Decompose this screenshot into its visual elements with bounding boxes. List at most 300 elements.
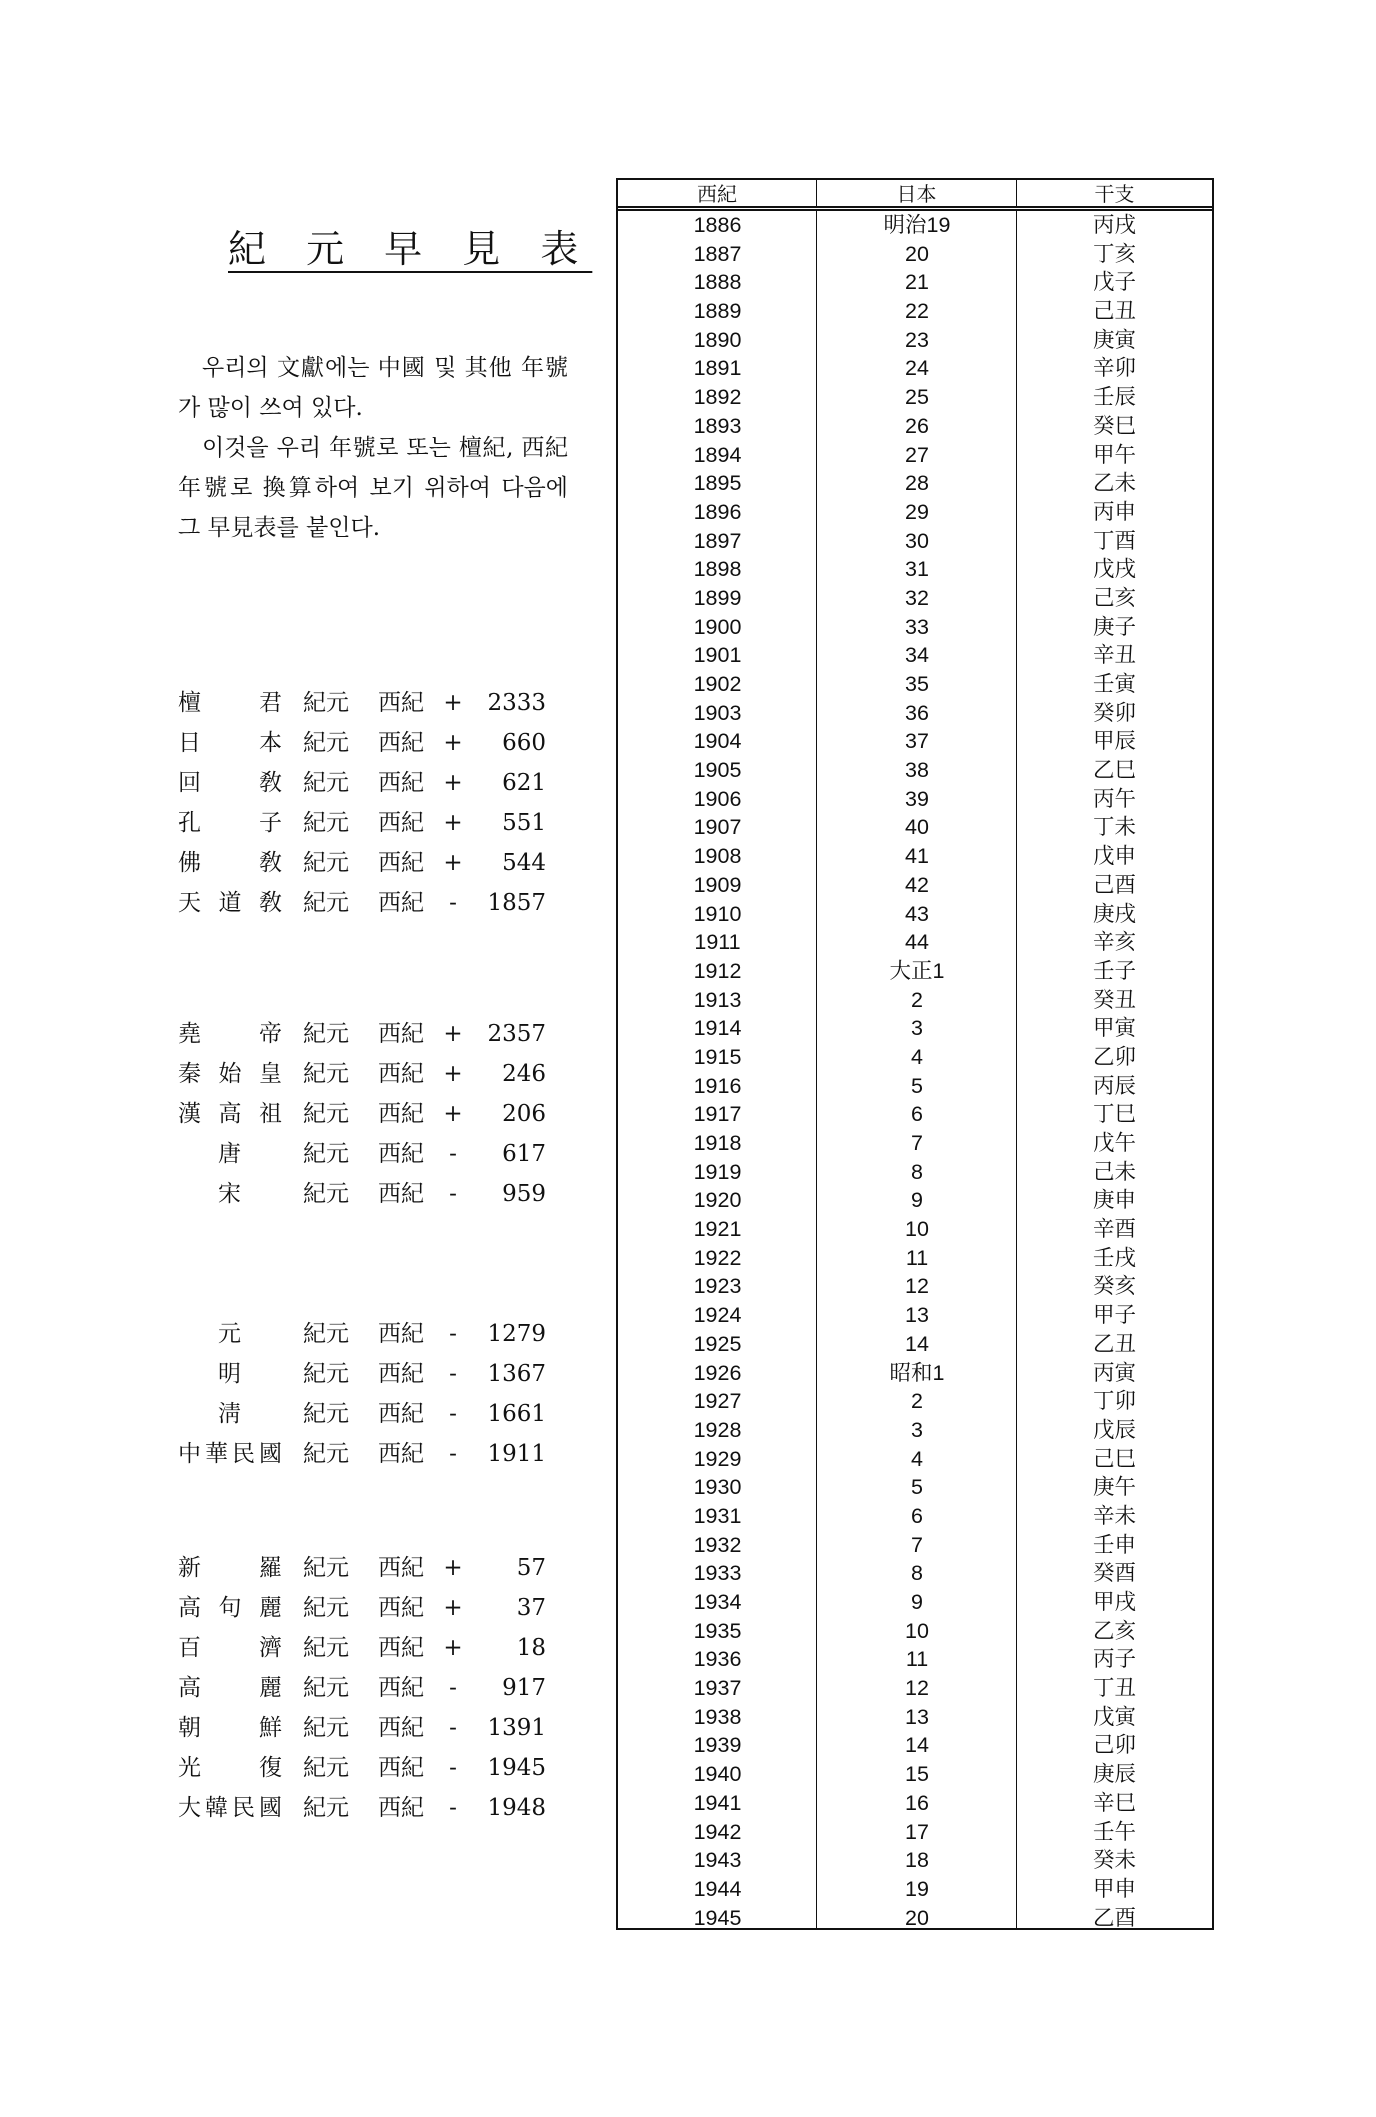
- cell-ganji: 丙午: [1092, 786, 1136, 811]
- cell-ganji: 甲寅: [1092, 1016, 1136, 1041]
- era-seiki: 西紀: [378, 1061, 424, 1087]
- table-row: [618, 1875, 1212, 1904]
- era-name: 光復: [178, 1755, 282, 1781]
- era-operator: +: [443, 1595, 463, 1621]
- era-kigen: 紀元: [303, 1141, 349, 1167]
- cell-nihon: 27: [905, 442, 929, 467]
- cell-nihon: 42: [905, 872, 929, 897]
- cell-nihon: 23: [905, 327, 929, 352]
- table-row: [618, 613, 1212, 642]
- cell-seiki: 1920: [693, 1188, 742, 1213]
- table-row: [618, 1818, 1212, 1847]
- cell-nihon: 28: [905, 471, 929, 496]
- era-operator: +: [443, 810, 463, 836]
- table-row: [618, 268, 1212, 297]
- cell-ganji: 丙辰: [1092, 1073, 1136, 1098]
- era-name: 高句麗: [178, 1595, 282, 1621]
- cell-ganji: 己亥: [1092, 585, 1136, 610]
- era-operator: -: [449, 1361, 457, 1387]
- table-row: [618, 1645, 1212, 1674]
- era-offset: 621: [502, 770, 546, 796]
- table-row: [618, 1531, 1212, 1560]
- era-name: 日本: [178, 730, 282, 756]
- cell-seiki: 1904: [693, 729, 742, 754]
- era-offset: 1661: [487, 1401, 546, 1427]
- era-group: [178, 1548, 578, 1828]
- era-offset: 551: [502, 810, 546, 836]
- cell-seiki: 1909: [693, 872, 742, 897]
- table-row: [618, 1559, 1212, 1588]
- table-row: [618, 1846, 1212, 1875]
- cell-ganji: 己巳: [1092, 1446, 1136, 1471]
- cell-ganji: 壬午: [1092, 1819, 1136, 1844]
- era-seiki: 西紀: [378, 1635, 424, 1661]
- cell-nihon: 17: [905, 1819, 929, 1844]
- era-seiki: 西紀: [378, 1181, 424, 1207]
- cell-seiki: 1891: [693, 356, 742, 381]
- era-name: 明: [218, 1361, 241, 1387]
- era-offset: 1857: [487, 890, 546, 916]
- era-offset: 917: [502, 1675, 546, 1701]
- header-nihon: 日本: [817, 180, 1017, 206]
- cell-ganji: 乙亥: [1092, 1618, 1136, 1643]
- cell-ganji: 甲戌: [1092, 1590, 1136, 1614]
- cell-nihon: 20: [905, 241, 929, 266]
- cell-seiki: 1903: [693, 700, 742, 725]
- cell-nihon: 26: [905, 413, 929, 438]
- era-seiki: 西紀: [378, 1441, 424, 1467]
- cell-nihon: 5: [911, 1073, 923, 1098]
- cell-ganji: 己丑: [1092, 299, 1136, 324]
- cell-seiki: 1927: [693, 1389, 742, 1414]
- cell-seiki: 1916: [693, 1073, 742, 1098]
- era-operator: +: [443, 690, 463, 716]
- cell-nihon: 2: [911, 1389, 923, 1414]
- era-group: [178, 1014, 578, 1214]
- table-row: [618, 1330, 1212, 1359]
- era-row: [178, 1134, 578, 1174]
- era-offset: 2357: [487, 1021, 546, 1047]
- era-offset: 206: [502, 1101, 546, 1127]
- cell-seiki: 1887: [693, 241, 742, 266]
- cell-ganji: 壬申: [1092, 1532, 1136, 1557]
- era-offset: 617: [502, 1141, 546, 1167]
- era-name: 淸: [218, 1401, 241, 1427]
- table-row: [618, 1359, 1212, 1388]
- era-group: [178, 1314, 578, 1474]
- cell-ganji: 辛卯: [1092, 356, 1136, 381]
- cell-ganji: 己未: [1092, 1159, 1136, 1184]
- table-row: [618, 584, 1212, 613]
- header-ganji: 干支: [1094, 184, 1135, 206]
- cell-nihon: 9: [911, 1188, 923, 1213]
- era-row: [178, 1668, 578, 1708]
- era-seiki: 西紀: [378, 1021, 424, 1047]
- cell-ganji: 乙酉: [1092, 1905, 1136, 1930]
- era-operator: -: [449, 1755, 457, 1781]
- era-operator: +: [443, 1021, 463, 1047]
- era-row: [178, 1314, 578, 1354]
- era-operator: +: [443, 770, 463, 796]
- cell-nihon: 11: [905, 1647, 929, 1672]
- era-offset: 18: [516, 1635, 546, 1661]
- era-offset: 1279: [487, 1321, 546, 1347]
- era-seiki: 西紀: [378, 1715, 424, 1741]
- cell-nihon: 10: [905, 1618, 929, 1643]
- intro-paragraph: 우리의 文獻에는 中國 및 其他 年號가 많이 쓰여 있다.: [178, 355, 568, 421]
- era-operator: +: [443, 1555, 463, 1581]
- cell-ganji: 辛酉: [1092, 1217, 1136, 1242]
- cell-nihon: 10: [905, 1217, 929, 1242]
- column-divider: [816, 211, 817, 1928]
- cell-seiki: 1893: [693, 413, 742, 438]
- era-kigen: 紀元: [303, 1795, 349, 1821]
- table-header: [618, 180, 1212, 211]
- cell-ganji: 癸未: [1092, 1848, 1136, 1873]
- era-operator: -: [449, 1401, 457, 1427]
- table-row: [618, 211, 1212, 240]
- cell-ganji: 癸巳: [1092, 413, 1136, 438]
- table-row: [618, 555, 1212, 584]
- era-offset: 57: [516, 1555, 546, 1581]
- table-row: [618, 1301, 1212, 1330]
- table-row: [618, 641, 1212, 670]
- table-row: [618, 842, 1212, 871]
- era-name: 中華民國: [178, 1441, 282, 1467]
- cell-nihon: 38: [905, 758, 929, 783]
- cell-ganji: 癸卯: [1092, 700, 1136, 725]
- cell-ganji: 辛未: [1092, 1503, 1136, 1528]
- table-row: [618, 986, 1212, 1015]
- cell-ganji: 丁酉: [1092, 528, 1136, 553]
- intro-paragraph: 이것을 우리 年號로 또는 檀紀, 西紀 年號로 換算하여 보기 위하여 다음에 그 早見表를 붙인다.: [178, 435, 568, 541]
- cell-ganji: 丁巳: [1092, 1102, 1136, 1127]
- era-row: [178, 723, 578, 763]
- era-row: [178, 1708, 578, 1748]
- cell-ganji: 戊辰: [1092, 1417, 1136, 1442]
- cell-ganji: 戊申: [1092, 844, 1136, 869]
- cell-seiki: 1910: [693, 901, 742, 926]
- cell-ganji: 丁卯: [1092, 1389, 1136, 1414]
- table-row: [618, 699, 1212, 728]
- cell-ganji: 丙申: [1092, 499, 1136, 524]
- cell-seiki: 1886: [693, 213, 742, 237]
- era-kigen: 紀元: [303, 1401, 349, 1427]
- era-kigen: 紀元: [303, 1755, 349, 1781]
- table-row: [618, 297, 1212, 326]
- cell-ganji: 庚申: [1092, 1188, 1136, 1213]
- cell-nihon: 3: [911, 1417, 923, 1442]
- era-row: [178, 1628, 578, 1668]
- era-name: 高麗: [178, 1675, 282, 1701]
- era-row: [178, 1788, 578, 1828]
- era-seiki: 西紀: [378, 1321, 424, 1347]
- era-seiki: 西紀: [378, 1755, 424, 1781]
- cell-seiki: 1913: [693, 987, 742, 1012]
- era-seiki: 西紀: [378, 690, 424, 716]
- cell-seiki: 1942: [693, 1819, 742, 1844]
- cell-seiki: 1919: [693, 1159, 742, 1184]
- era-operator: -: [449, 1181, 457, 1207]
- cell-seiki: 1897: [693, 528, 742, 553]
- cell-ganji: 丁未: [1092, 815, 1136, 840]
- era-operator: -: [449, 1141, 457, 1167]
- era-row: [178, 683, 578, 723]
- cell-nihon: 6: [911, 1102, 923, 1127]
- table-row: [618, 1789, 1212, 1818]
- cell-seiki: 1922: [693, 1245, 742, 1270]
- table-row: [618, 441, 1212, 470]
- cell-ganji: 戊寅: [1092, 1704, 1136, 1729]
- cell-nihon: 30: [905, 528, 929, 553]
- era-offset: 37: [516, 1595, 546, 1621]
- era-group: [178, 683, 578, 923]
- era-operator: +: [443, 850, 463, 876]
- era-seiki: 西紀: [378, 730, 424, 756]
- cell-seiki: 1940: [693, 1762, 742, 1787]
- table-row: [618, 1416, 1212, 1445]
- cell-nihon: 2: [911, 987, 923, 1012]
- table-row: [618, 1244, 1212, 1273]
- cell-seiki: 1945: [693, 1905, 742, 1930]
- cell-ganji: 丙子: [1092, 1647, 1136, 1672]
- era-offset: 1391: [487, 1715, 546, 1741]
- table-row: [618, 240, 1212, 269]
- cell-nihon: 6: [911, 1503, 923, 1528]
- cell-ganji: 戊午: [1092, 1131, 1136, 1155]
- cell-ganji: 庚午: [1092, 1475, 1136, 1500]
- cell-seiki: 1939: [693, 1733, 742, 1758]
- cell-ganji: 戊戌: [1092, 557, 1136, 582]
- cell-seiki: 1930: [693, 1475, 742, 1500]
- cell-nihon: 9: [911, 1590, 923, 1614]
- cell-ganji: 壬子: [1092, 958, 1136, 983]
- era-operator: -: [449, 1321, 457, 1347]
- table-row: [618, 871, 1212, 900]
- era-kigen: 紀元: [303, 850, 349, 876]
- cell-nihon: 大正1: [889, 958, 945, 983]
- table-row: [618, 1502, 1212, 1531]
- cell-seiki: 1938: [693, 1704, 742, 1729]
- era-row: [178, 1394, 578, 1434]
- cell-seiki: 1921: [693, 1217, 742, 1242]
- cell-seiki: 1944: [693, 1876, 742, 1901]
- era-offset: 246: [502, 1061, 546, 1087]
- cell-nihon: 昭和1: [889, 1360, 945, 1385]
- intro-text: [178, 348, 568, 548]
- table-row: [618, 1387, 1212, 1416]
- era-row: [178, 1054, 578, 1094]
- era-row: [178, 1548, 578, 1588]
- header-seiki: 西紀: [618, 180, 817, 206]
- table-row: [618, 813, 1212, 842]
- era-operator: -: [449, 1795, 457, 1821]
- cell-ganji: 丁丑: [1092, 1676, 1136, 1701]
- table-row: [618, 383, 1212, 412]
- era-row: [178, 1094, 578, 1134]
- era-name: 天道敎: [178, 890, 282, 916]
- cell-ganji: 癸酉: [1092, 1561, 1136, 1586]
- era-kigen: 紀元: [303, 1441, 349, 1467]
- cell-seiki: 1918: [693, 1131, 742, 1155]
- table-row: [618, 469, 1212, 498]
- era-name: 孔子: [178, 810, 282, 836]
- year-conversion-table: [616, 178, 1214, 1930]
- cell-nihon: 5: [911, 1475, 923, 1500]
- era-kigen: 紀元: [303, 1675, 349, 1701]
- cell-seiki: 1928: [693, 1417, 742, 1442]
- cell-nihon: 3: [911, 1016, 923, 1041]
- era-kigen: 紀元: [303, 890, 349, 916]
- cell-nihon: 15: [905, 1762, 929, 1787]
- table-row: [618, 527, 1212, 556]
- table-row: [618, 1158, 1212, 1187]
- cell-seiki: 1896: [693, 499, 742, 524]
- table-row: [618, 498, 1212, 527]
- cell-nihon: 22: [905, 299, 929, 324]
- era-seiki: 西紀: [378, 810, 424, 836]
- table-row: [618, 1703, 1212, 1732]
- era-offset: 544: [502, 850, 546, 876]
- cell-seiki: 1924: [693, 1303, 742, 1328]
- era-operator: -: [449, 1675, 457, 1701]
- table-row: [618, 785, 1212, 814]
- table-row: [618, 1445, 1212, 1474]
- cell-seiki: 1895: [693, 471, 742, 496]
- table-row: [618, 1617, 1212, 1646]
- cell-nihon: 33: [905, 614, 929, 639]
- table-row: [618, 1760, 1212, 1789]
- era-offset: 1948: [487, 1795, 546, 1821]
- cell-ganji: 庚子: [1092, 614, 1136, 639]
- cell-seiki: 1888: [693, 270, 742, 295]
- era-name: 百濟: [178, 1635, 282, 1661]
- cell-nihon: 12: [905, 1274, 929, 1299]
- cell-nihon: 4: [911, 1044, 923, 1069]
- era-offset: 660: [502, 730, 546, 756]
- cell-nihon: 29: [905, 499, 929, 524]
- cell-nihon: 7: [911, 1131, 923, 1155]
- cell-ganji: 癸亥: [1092, 1274, 1136, 1299]
- cell-nihon: 40: [905, 815, 929, 840]
- cell-seiki: 1902: [693, 672, 742, 696]
- era-kigen: 紀元: [303, 1321, 349, 1347]
- cell-nihon: 8: [911, 1159, 923, 1184]
- era-name: 新羅: [178, 1555, 282, 1581]
- cell-seiki: 1926: [693, 1360, 742, 1385]
- era-seiki: 西紀: [378, 1555, 424, 1581]
- cell-nihon: 13: [905, 1303, 929, 1328]
- era-kigen: 紀元: [303, 1715, 349, 1741]
- era-name: 佛敎: [178, 850, 282, 876]
- cell-nihon: 21: [905, 270, 929, 295]
- table-row: [618, 1473, 1212, 1502]
- era-name: 堯帝: [178, 1021, 282, 1047]
- cell-nihon: 31: [905, 557, 929, 582]
- cell-seiki: 1934: [693, 1590, 742, 1614]
- cell-nihon: 12: [905, 1676, 929, 1701]
- table-row: [618, 928, 1212, 957]
- cell-seiki: 1905: [693, 758, 742, 783]
- cell-seiki: 1906: [693, 786, 742, 811]
- cell-seiki: 1915: [693, 1044, 742, 1069]
- cell-nihon: 43: [905, 901, 929, 926]
- era-operator: -: [449, 1715, 457, 1741]
- column-divider: [1016, 211, 1017, 1928]
- cell-ganji: 乙丑: [1092, 1331, 1136, 1356]
- table-row: [618, 1100, 1212, 1129]
- era-operator: -: [449, 1441, 457, 1467]
- cell-nihon: 14: [905, 1331, 929, 1356]
- era-operator: +: [443, 1635, 463, 1661]
- cell-ganji: 癸丑: [1092, 987, 1136, 1012]
- cell-ganji: 甲申: [1092, 1876, 1136, 1901]
- cell-nihon: 32: [905, 585, 929, 610]
- cell-ganji: 乙未: [1092, 471, 1136, 496]
- era-operator: +: [443, 730, 463, 756]
- era-seiki: 西紀: [378, 1401, 424, 1427]
- cell-nihon: 4: [911, 1446, 923, 1471]
- era-kigen: 紀元: [303, 730, 349, 756]
- cell-seiki: 1889: [693, 299, 742, 324]
- cell-ganji: 庚辰: [1092, 1762, 1136, 1787]
- era-seiki: 西紀: [378, 770, 424, 796]
- cell-seiki: 1925: [693, 1331, 742, 1356]
- cell-seiki: 1914: [693, 1016, 742, 1041]
- cell-nihon: 34: [905, 643, 929, 668]
- era-row: [178, 803, 578, 843]
- cell-seiki: 1932: [693, 1532, 742, 1557]
- cell-ganji: 壬辰: [1092, 385, 1136, 410]
- table-row: [618, 1272, 1212, 1301]
- cell-nihon: 25: [905, 385, 929, 410]
- era-row: [178, 843, 578, 883]
- table-body: [618, 211, 1212, 1928]
- era-name: 唐: [218, 1141, 241, 1167]
- table-row: [618, 756, 1212, 785]
- era-offset: 1367: [487, 1361, 546, 1387]
- era-offset: 2333: [487, 690, 546, 716]
- era-kigen: 紀元: [303, 1361, 349, 1387]
- era-row: [178, 1174, 578, 1214]
- table-row: [618, 1674, 1212, 1703]
- cell-ganji: 丙戌: [1092, 213, 1136, 237]
- cell-ganji: 甲午: [1092, 442, 1136, 467]
- era-operator: -: [449, 890, 457, 916]
- table-row: [618, 354, 1212, 383]
- era-name: 大韓民國: [178, 1795, 282, 1821]
- era-seiki: 西紀: [378, 1595, 424, 1621]
- cell-ganji: 甲辰: [1092, 729, 1136, 754]
- cell-ganji: 壬寅: [1092, 672, 1136, 696]
- cell-nihon: 8: [911, 1561, 923, 1586]
- cell-nihon: 20: [905, 1905, 929, 1930]
- cell-ganji: 辛巳: [1092, 1790, 1136, 1815]
- cell-seiki: 1931: [693, 1503, 742, 1528]
- cell-ganji: 壬戌: [1092, 1245, 1136, 1270]
- era-seiki: 西紀: [378, 1141, 424, 1167]
- cell-nihon: 36: [905, 700, 929, 725]
- era-operator: +: [443, 1061, 463, 1087]
- cell-seiki: 1941: [693, 1790, 742, 1815]
- cell-seiki: 1907: [693, 815, 742, 840]
- table-row: [618, 727, 1212, 756]
- era-seiki: 西紀: [378, 1361, 424, 1387]
- cell-seiki: 1923: [693, 1274, 742, 1299]
- table-row: [618, 957, 1212, 986]
- cell-ganji: 己酉: [1092, 872, 1136, 897]
- era-kigen: 紀元: [303, 1061, 349, 1087]
